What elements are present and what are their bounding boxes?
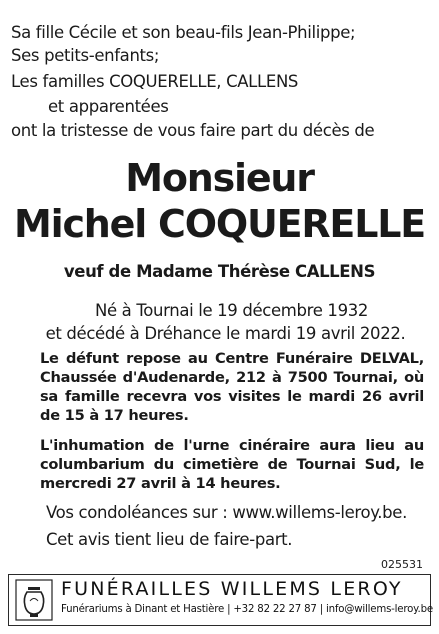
funeral-home-contact: Funérariums à Dinant et Hastière | +32 82 22 27 87 | info@willems-leroy.be: [61, 604, 433, 615]
visitation-paragraph: [40, 349, 424, 425]
funeral-home-name: FUNÉRAILLES WILLEMS LEROY: [61, 578, 403, 600]
family-line-3: Les familles COQUERELLE, CALLENS: [11, 72, 299, 91]
birth-line: Né à Tournai le 19 décembre 1932: [94, 301, 369, 320]
deceased-name: Michel COQUERELLE: [14, 202, 425, 246]
inhumation-text: L'inhumation de l'urne cinéraire aura lieu au columbarium du cimetière de Tournai Sud, le mercredi 27 avril à 14 heures.: [40, 437, 424, 492]
death-line: et décédé à Dréhance le mardi 19 avril 2022.: [45, 324, 406, 343]
urn-icon: [15, 579, 53, 621]
inhumation-paragraph: [40, 436, 424, 493]
deceased-title: Monsieur: [125, 156, 314, 200]
funeral-home-banner: [8, 574, 431, 626]
family-line-1: Sa fille Cécile et son beau-fils Jean-Philippe;: [11, 23, 356, 42]
visitation-text: Le défunt repose au Centre Funéraire DELVAL, Chaussée d'Audenarde, 212 à 7500 Tournai, où sa famille recevra vos visites le mardi 26 avril de 15 à 17 heures.: [40, 350, 424, 424]
notice-line: Cet avis tient lieu de faire-part.: [46, 530, 293, 549]
condolences-line: Vos condoléances sur : www.willems-leroy.be.: [46, 503, 408, 522]
reference-number: 025531: [381, 558, 423, 571]
spouse-line: veuf de Madame Thérèse CALLENS: [63, 262, 376, 281]
family-line-5: ont la tristesse de vous faire part du décès de: [11, 121, 375, 140]
family-line-4: et apparentées: [48, 97, 169, 116]
family-line-2: Ses petits-enfants;: [11, 46, 160, 65]
